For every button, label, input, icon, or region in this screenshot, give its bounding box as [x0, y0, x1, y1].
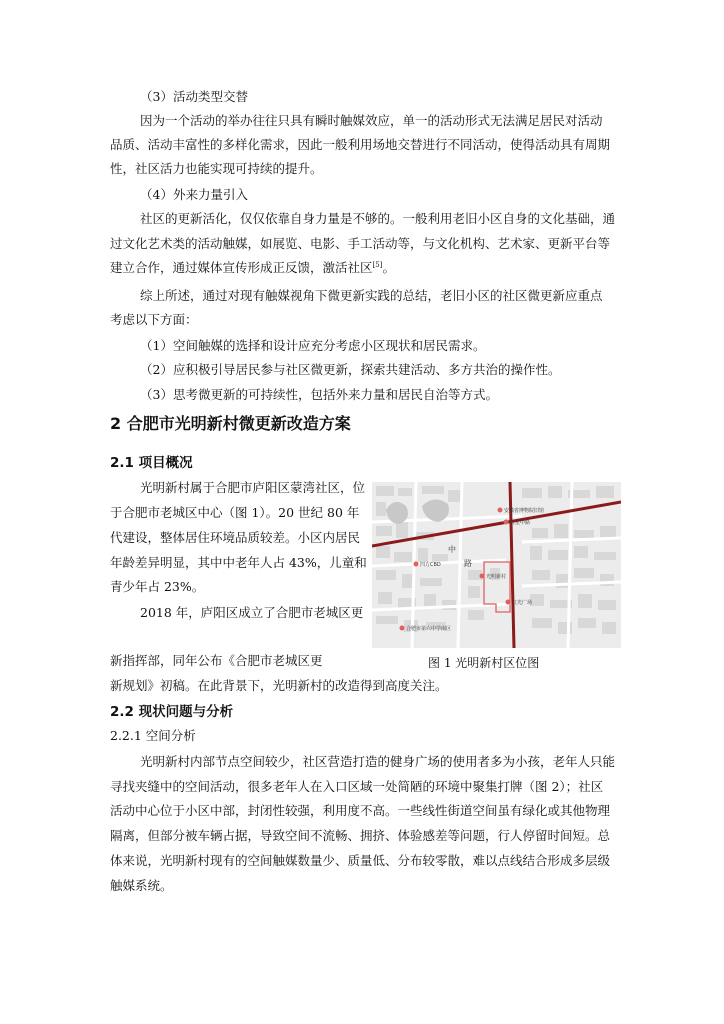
map-label: 合肥市第六中学南区	[406, 626, 452, 632]
overview-line: 青少年占 23%。	[110, 579, 205, 594]
map-graphic	[372, 482, 621, 648]
overview-line: 新规划》初稿。在此背景下，光明新村的改造得到高度关注。	[110, 678, 448, 693]
location-map	[372, 482, 621, 648]
analysis-line: 活动中心位于小区中部，封闭性较强，利用度不高。一些线性街道空间虽有绿化或其他物理	[110, 803, 611, 818]
item4-title: （4）外来力量引入	[140, 187, 248, 202]
subsection-heading: 2.2 现状问题与分析	[110, 704, 234, 720]
map-label: 红星中路	[510, 520, 531, 526]
section-heading: 2 合肥市光明新村微更新改造方案	[110, 414, 351, 433]
point-item: （1）空间触媒的选择和设计应充分考虑小区现状和居民需求。	[140, 338, 486, 353]
analysis-line: 光明新村内部节点空间较少，社区营造打造的健身广场的使用者多为小孩，老年人只能	[140, 754, 616, 769]
overview-line: 代建设，整体居住环境品质较差。小区内居民	[110, 530, 361, 545]
point-item: （3）思考微更新的可持续性，包括外来力量和居民自治等方式。	[140, 387, 498, 402]
item4-body-line: 过文化艺术类的活动触媒，如展览、电影、手工活动等，与文化机构、艺术家、更新平台等	[110, 236, 611, 251]
overview-line: 2018 年，庐阳区成立了合肥市老城区更	[140, 605, 364, 620]
map-label: 光明新村	[486, 574, 507, 580]
item4-body-line	[110, 258, 395, 278]
item4-body-end: 。	[382, 260, 395, 275]
analysis-line: 体来说，光明新村现有的空间触媒数量少、质量低、分布较零散，难以点线结合形成多层级	[110, 853, 611, 868]
map-label: 安徽省博物院旧馆	[504, 508, 545, 514]
figure-caption: 图 1 光明新村区位图	[428, 656, 540, 670]
overview-line: 新指挥部，同年公布《合肥市老城区更	[110, 653, 323, 668]
overview-line: 年龄差异明显，其中中老年人占 43%，儿童和	[110, 555, 367, 570]
summary-line: 综上所述，通过对现有触媒视角下微更新实践的总结，老旧小区的社区微更新应重点	[140, 288, 603, 303]
map-label: 路	[464, 559, 472, 568]
item4-body-line: 社区的更新活化，仅仅依靠自身力量是不够的。一般利用老旧小区自身的文化基础，通	[140, 211, 616, 226]
overview-line: 于合肥市老城区中心（图 1）。20 世纪 80 年	[110, 505, 360, 520]
overview-line: 光明新村属于合肥市庐阳区蒙湾社区，位	[140, 480, 366, 495]
map-label: 四方CBD	[420, 562, 441, 568]
map-label: 中	[448, 545, 456, 554]
citation-ref: [5]	[372, 260, 383, 269]
analysis-line: 触媒系统。	[110, 878, 173, 893]
item3-body-line: 因为一个活动的举办往往只具有瞬时触媒效应，单一的活动形式无法满足居民对活动	[140, 113, 603, 128]
subsection-heading: 2.1 项目概况	[110, 455, 193, 471]
analysis-line: 寻找夹缝中的空间活动，很多老年人在入口区域一处简陋的环境中聚集打牌（图 2）；社区	[110, 779, 604, 794]
point-item: （2）应积极引导居民参与社区微更新，探索共建活动、多方共治的操作性。	[140, 362, 561, 377]
analysis-line: 隔离，但部分被车辆占据，导致空间不流畅、拥挤、体验感差等问题，行人停留时间短。总	[110, 828, 611, 843]
item3-body-line: 性，社区活力也能实现可持续的提升。	[110, 161, 323, 176]
item3-title: （3）活动类型交替	[140, 89, 248, 104]
subsubsection-heading: 2.2.1 空间分析	[110, 728, 196, 743]
map-label: 红光广场	[512, 600, 533, 606]
item4-body-text: 建立合作，通过媒体宣传形成正反馈，激活社区	[110, 260, 373, 275]
summary-line: 考虑以下方面：	[110, 312, 198, 327]
item3-body-line: 品质、活动丰富性的多样化需求，因此一般利用场地交替进行不同活动，使得活动具有周期	[110, 137, 611, 152]
